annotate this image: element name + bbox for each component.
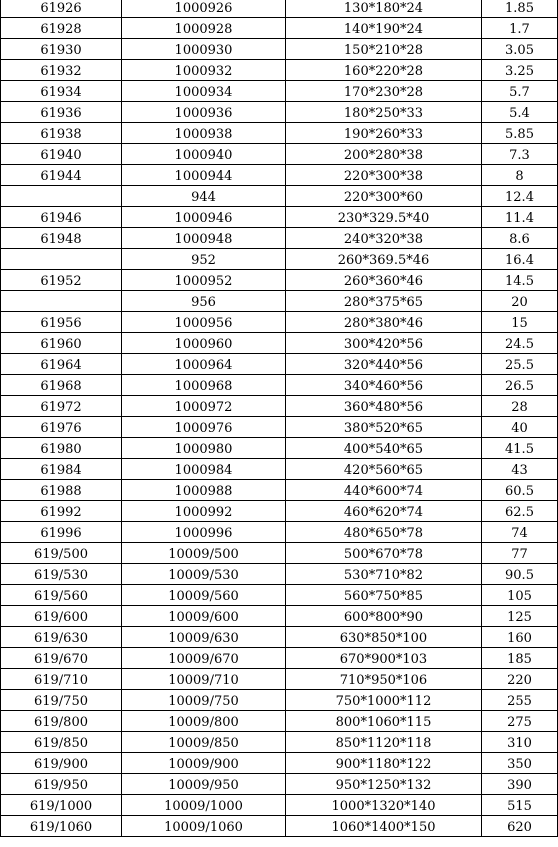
weight-cell: 1.85 [482,0,558,18]
bearing-number-cell: 61980 [1,438,122,459]
bearing-number-cell: 61964 [1,354,122,375]
dimensions-cell: 140*190*24 [286,18,482,39]
dimensions-cell: 380*520*65 [286,417,482,438]
table-row [1,522,558,543]
code-number-cell: 10009/750 [122,690,286,711]
weight-cell: 20 [482,291,558,312]
weight-cell: 74 [482,522,558,543]
weight-cell: 275 [482,711,558,732]
code-number-cell: 10009/1000 [122,795,286,816]
bearing-number-cell: 619/710 [1,669,122,690]
bearing-number-cell [1,291,122,312]
table-row [1,627,558,648]
table-row [1,60,558,81]
dimensions-cell: 190*260*33 [286,123,482,144]
bearing-number-cell: 61948 [1,228,122,249]
table-row [1,396,558,417]
weight-cell: 220 [482,669,558,690]
weight-cell: 40 [482,417,558,438]
weight-cell: 255 [482,690,558,711]
bearing-number-cell: 61946 [1,207,122,228]
code-number-cell: 1000934 [122,81,286,102]
table-row [1,501,558,522]
dimensions-cell: 260*369.5*46 [286,249,482,270]
dimensions-cell: 200*280*38 [286,144,482,165]
code-number-cell: 1000964 [122,354,286,375]
bearing-number-cell: 619/530 [1,564,122,585]
dimensions-cell: 220*300*60 [286,186,482,207]
dimensions-cell: 710*950*106 [286,669,482,690]
code-number-cell: 1000946 [122,207,286,228]
weight-cell: 15 [482,312,558,333]
table-row [1,774,558,795]
dimensions-cell: 560*750*85 [286,585,482,606]
bearing-number-cell: 61968 [1,375,122,396]
weight-cell: 5.4 [482,102,558,123]
table-row [1,102,558,123]
weight-cell: 90.5 [482,564,558,585]
code-number-cell: 1000930 [122,39,286,60]
dimensions-cell: 750*1000*112 [286,690,482,711]
dimensions-cell: 300*420*56 [286,333,482,354]
dimensions-cell: 800*1060*115 [286,711,482,732]
dimensions-cell: 130*180*24 [286,0,482,18]
table-row [1,690,558,711]
table-row [1,753,558,774]
bearing-number-cell: 619/1000 [1,795,122,816]
code-number-cell: 10009/630 [122,627,286,648]
weight-cell: 60.5 [482,480,558,501]
code-number-cell: 10009/670 [122,648,286,669]
code-number-cell: 1000948 [122,228,286,249]
bearing-number-cell: 61956 [1,312,122,333]
weight-cell: 125 [482,606,558,627]
code-number-cell: 10009/950 [122,774,286,795]
bearing-number-cell: 619/1060 [1,816,122,837]
dimensions-cell: 460*620*74 [286,501,482,522]
code-number-cell: 1000968 [122,375,286,396]
dimensions-cell: 220*300*38 [286,165,482,186]
code-number-cell: 952 [122,249,286,270]
table-row [1,606,558,627]
table-row [1,0,558,18]
dimensions-cell: 400*540*65 [286,438,482,459]
bearing-number-cell: 61928 [1,18,122,39]
table-row [1,186,558,207]
bearing-number-cell: 61930 [1,39,122,60]
code-number-cell: 1000996 [122,522,286,543]
weight-cell: 5.85 [482,123,558,144]
weight-cell: 390 [482,774,558,795]
weight-cell: 620 [482,816,558,837]
code-number-cell: 944 [122,186,286,207]
code-number-cell: 1000938 [122,123,286,144]
weight-cell: 8 [482,165,558,186]
weight-cell: 43 [482,459,558,480]
table-row [1,438,558,459]
weight-cell: 26.5 [482,375,558,396]
table-row [1,669,558,690]
bearing-number-cell: 61938 [1,123,122,144]
bearing-number-cell: 619/750 [1,690,122,711]
dimensions-cell: 950*1250*132 [286,774,482,795]
weight-cell: 185 [482,648,558,669]
bearing-number-cell: 619/800 [1,711,122,732]
dimensions-cell: 280*380*46 [286,312,482,333]
code-number-cell: 1000988 [122,480,286,501]
code-number-cell: 1000980 [122,438,286,459]
weight-cell: 350 [482,753,558,774]
weight-cell: 3.25 [482,60,558,81]
code-number-cell: 1000952 [122,270,286,291]
table-row [1,207,558,228]
table-row [1,417,558,438]
bearing-number-cell: 61992 [1,501,122,522]
dimensions-cell: 240*320*38 [286,228,482,249]
weight-cell: 1.7 [482,18,558,39]
dimensions-cell: 150*210*28 [286,39,482,60]
weight-cell: 11.4 [482,207,558,228]
dimensions-cell: 420*560*65 [286,459,482,480]
dimensions-cell: 320*440*56 [286,354,482,375]
code-number-cell: 10009/600 [122,606,286,627]
code-number-cell: 1000926 [122,0,286,18]
code-number-cell: 1000956 [122,312,286,333]
weight-cell: 310 [482,732,558,753]
table-row [1,480,558,501]
bearing-number-cell: 61984 [1,459,122,480]
bearing-number-cell: 61936 [1,102,122,123]
weight-cell: 12.4 [482,186,558,207]
bearing-number-cell: 61996 [1,522,122,543]
bearing-number-cell [1,249,122,270]
table-row [1,312,558,333]
dimensions-cell: 500*670*78 [286,543,482,564]
weight-cell: 3.05 [482,39,558,60]
table-row [1,648,558,669]
weight-cell: 25.5 [482,354,558,375]
weight-cell: 160 [482,627,558,648]
weight-cell: 5.7 [482,81,558,102]
table-body [1,0,558,837]
weight-cell: 7.3 [482,144,558,165]
table-row [1,375,558,396]
dimensions-cell: 480*650*78 [286,522,482,543]
code-number-cell: 1000972 [122,396,286,417]
table-row [1,123,558,144]
dimensions-cell: 280*375*65 [286,291,482,312]
dimensions-cell: 1060*1400*150 [286,816,482,837]
dimensions-cell: 340*460*56 [286,375,482,396]
bearing-number-cell: 619/600 [1,606,122,627]
bearing-number-cell: 61972 [1,396,122,417]
code-number-cell: 1000992 [122,501,286,522]
dimensions-cell: 360*480*56 [286,396,482,417]
code-number-cell: 10009/530 [122,564,286,585]
dimensions-cell: 160*220*28 [286,60,482,81]
table-row [1,39,558,60]
code-number-cell: 10009/560 [122,585,286,606]
table-row [1,564,558,585]
table-row [1,816,558,837]
table-row [1,543,558,564]
dimensions-cell: 440*600*74 [286,480,482,501]
dimensions-cell: 230*329.5*40 [286,207,482,228]
table-row [1,144,558,165]
dimensions-cell: 180*250*33 [286,102,482,123]
weight-cell: 8.6 [482,228,558,249]
table-row [1,81,558,102]
table-row [1,732,558,753]
bearing-number-cell: 619/670 [1,648,122,669]
weight-cell: 515 [482,795,558,816]
code-number-cell: 956 [122,291,286,312]
code-number-cell: 1000940 [122,144,286,165]
table-row [1,165,558,186]
weight-cell: 105 [482,585,558,606]
code-number-cell: 1000984 [122,459,286,480]
dimensions-cell: 850*1120*118 [286,732,482,753]
bearing-number-cell: 61960 [1,333,122,354]
code-number-cell: 1000944 [122,165,286,186]
code-number-cell: 10009/850 [122,732,286,753]
table-row [1,333,558,354]
bearing-number-cell: 61932 [1,60,122,81]
table-row [1,354,558,375]
table-row [1,270,558,291]
bearing-number-cell: 619/900 [1,753,122,774]
dimensions-cell: 530*710*82 [286,564,482,585]
code-number-cell: 10009/800 [122,711,286,732]
dimensions-cell: 630*850*100 [286,627,482,648]
code-number-cell: 1000960 [122,333,286,354]
bearing-number-cell: 619/850 [1,732,122,753]
code-number-cell: 10009/900 [122,753,286,774]
dimensions-cell: 260*360*46 [286,270,482,291]
dimensions-cell: 670*900*103 [286,648,482,669]
table-row [1,228,558,249]
dimensions-cell: 900*1180*122 [286,753,482,774]
code-number-cell: 10009/1060 [122,816,286,837]
weight-cell: 41.5 [482,438,558,459]
code-number-cell: 1000976 [122,417,286,438]
code-number-cell: 10009/500 [122,543,286,564]
table-row [1,585,558,606]
weight-cell: 14.5 [482,270,558,291]
weight-cell: 62.5 [482,501,558,522]
table-row [1,795,558,816]
table-row [1,291,558,312]
bearing-number-cell: 61926 [1,0,122,18]
weight-cell: 24.5 [482,333,558,354]
dimensions-cell: 170*230*28 [286,81,482,102]
bearing-number-cell: 619/630 [1,627,122,648]
code-number-cell: 1000936 [122,102,286,123]
table-row [1,711,558,732]
table-row [1,459,558,480]
bearing-number-cell: 61944 [1,165,122,186]
dimensions-cell: 600*800*90 [286,606,482,627]
bearing-number-cell: 61976 [1,417,122,438]
code-number-cell: 1000932 [122,60,286,81]
bearing-number-cell: 61952 [1,270,122,291]
table-row [1,18,558,39]
table-row [1,249,558,270]
bearing-number-cell: 61988 [1,480,122,501]
code-number-cell: 1000928 [122,18,286,39]
bearing-number-cell [1,186,122,207]
bearing-number-cell: 61934 [1,81,122,102]
weight-cell: 77 [482,543,558,564]
bearing-number-cell: 619/500 [1,543,122,564]
weight-cell: 28 [482,396,558,417]
code-number-cell: 10009/710 [122,669,286,690]
bearing-number-cell: 619/950 [1,774,122,795]
bearing-number-cell: 619/560 [1,585,122,606]
bearing-number-cell: 61940 [1,144,122,165]
weight-cell: 16.4 [482,249,558,270]
dimensions-cell: 1000*1320*140 [286,795,482,816]
